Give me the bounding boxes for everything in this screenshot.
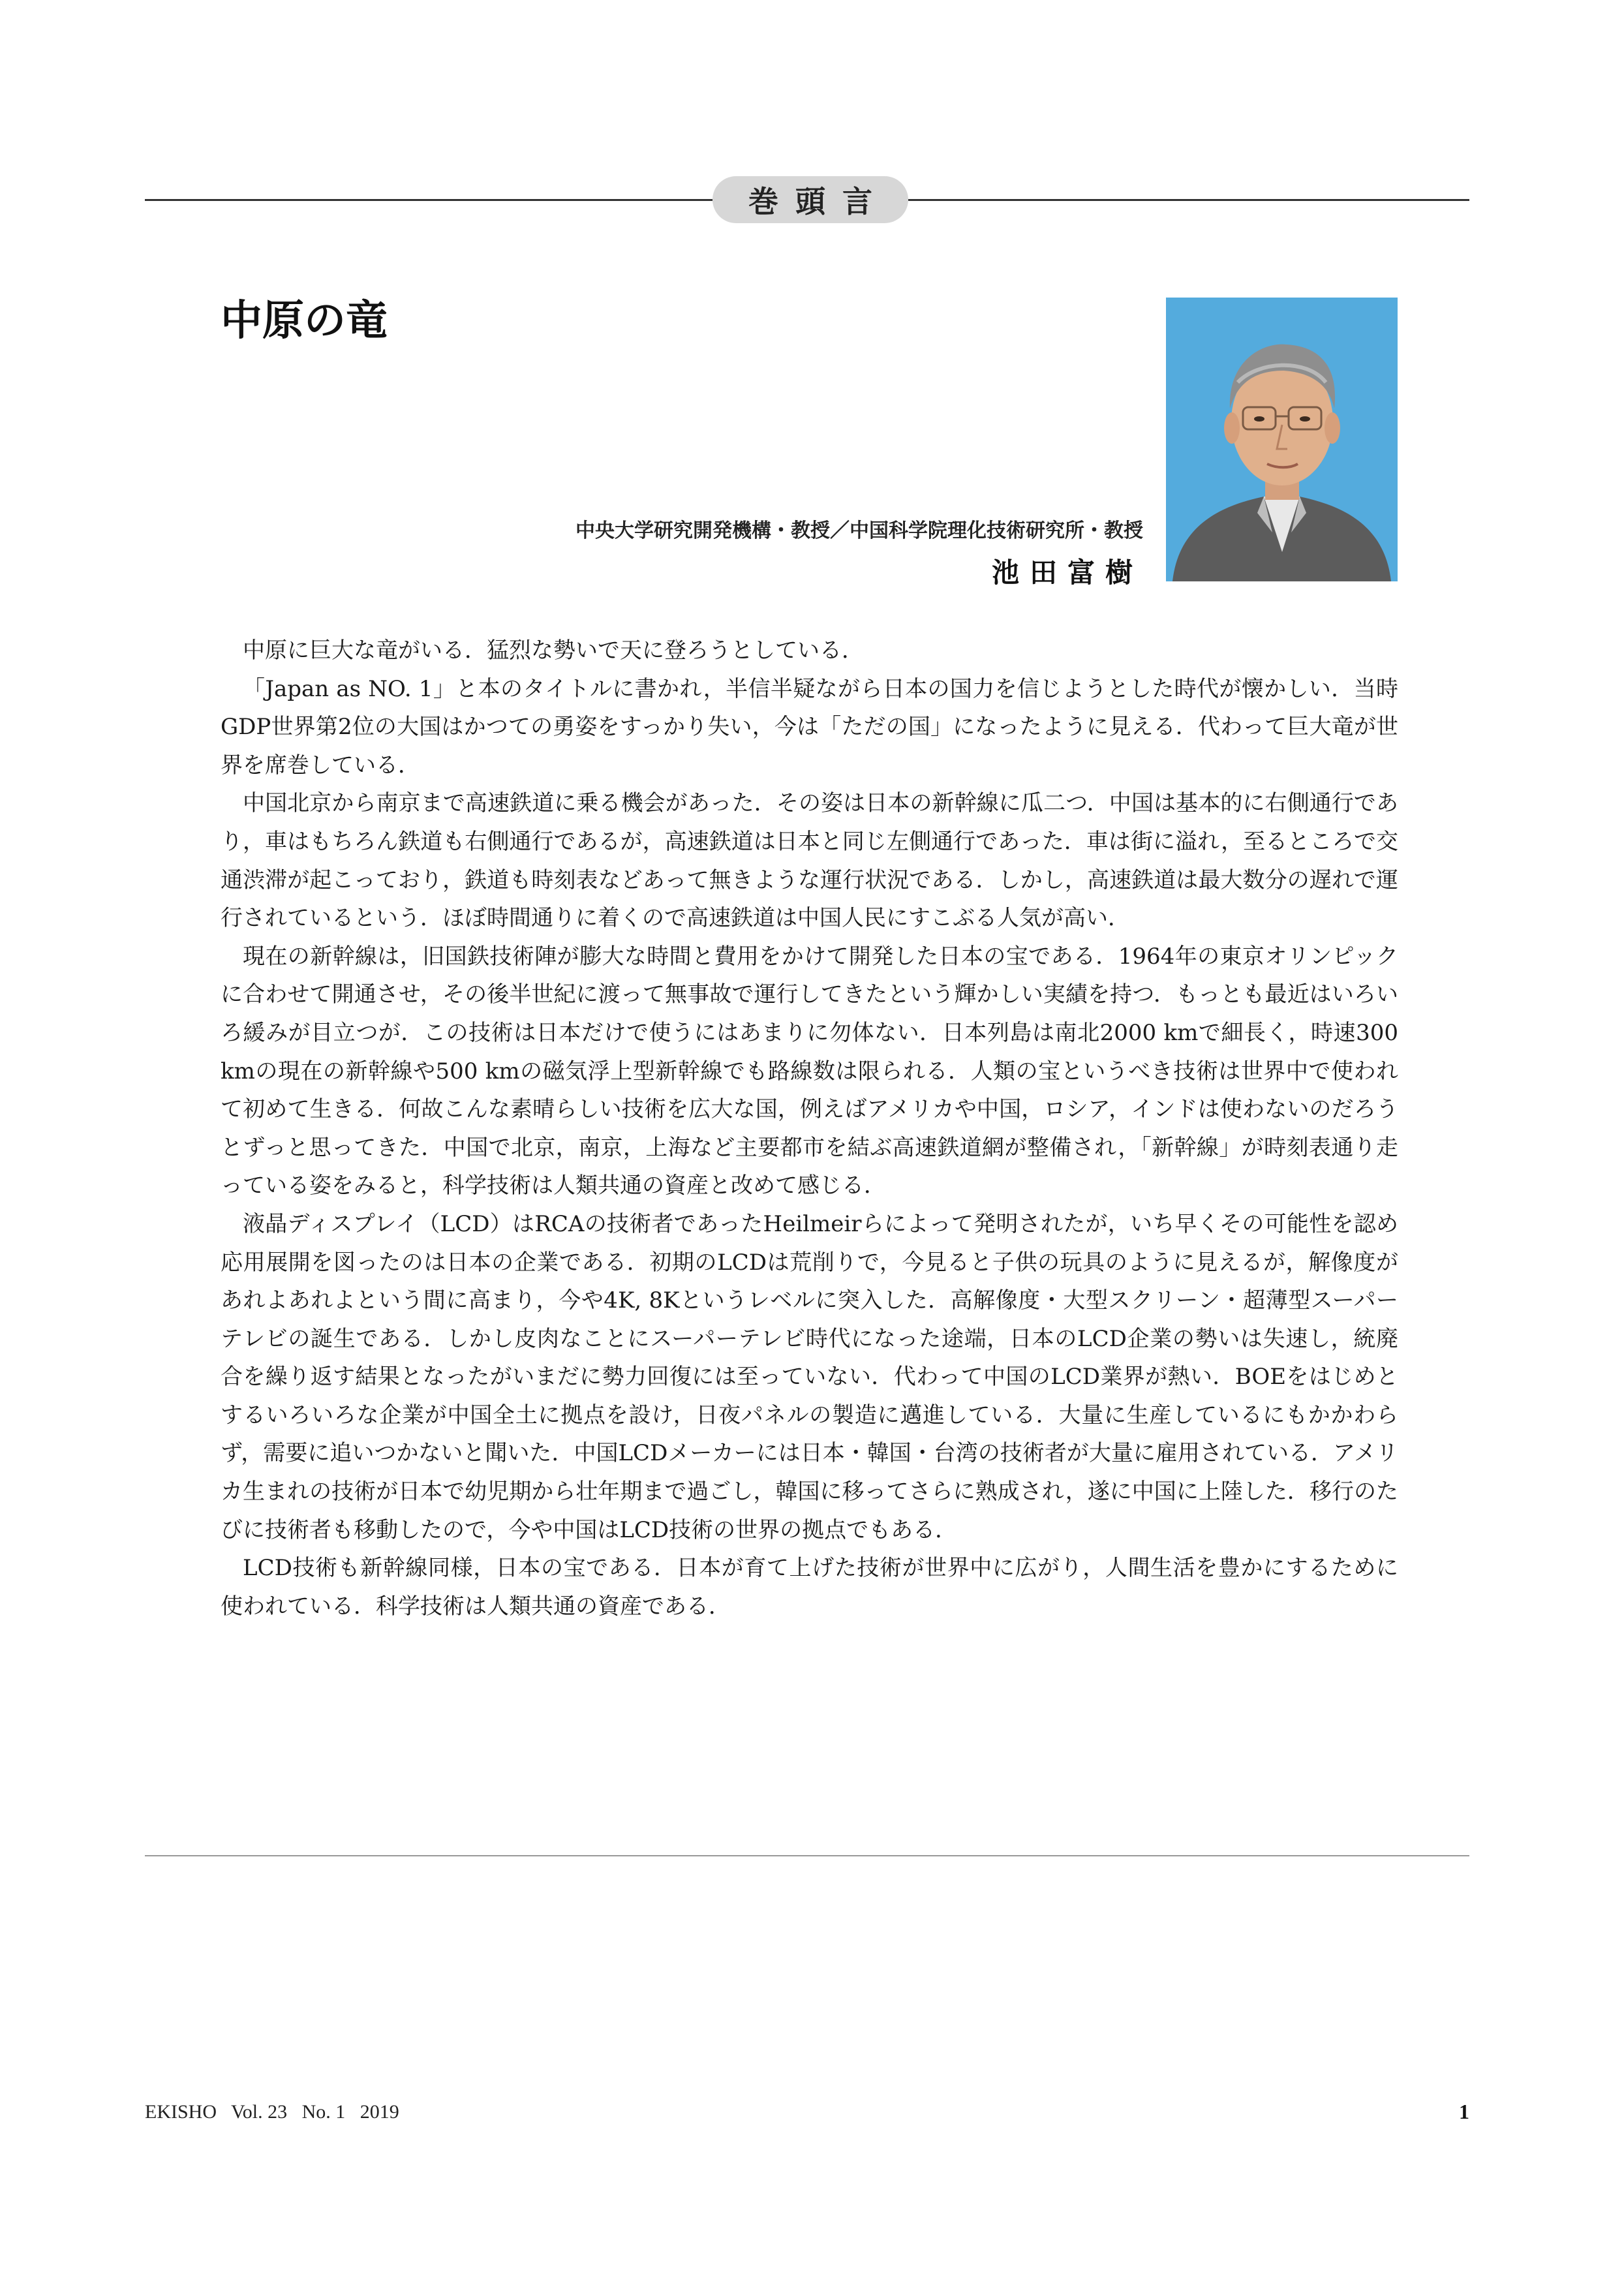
body-paragraph: 中国北京から南京まで高速鉄道に乗る機会があった．その姿は日本の新幹線に瓜二つ．中国は基本的に右側通行であり，車はもちろん鉄道も右側通行であるが，高速鉄道は日本と同じ左側通行であった．車は街に溢れ，至るところで交通渋滞が起こっており，鉄道も時刻表などあって無きような運行状況である．しかし，高速鉄道は最大数分の遅れで運行されているという．ほぼ時間通りに着くので高速鉄道は中国人民にすこぶる人気が高い． — [221, 790, 1398, 932]
footer-rule — [145, 1855, 1469, 1856]
article-body — [221, 632, 1398, 1625]
author-photo — [1166, 298, 1398, 581]
journal-info: EKISHO Vol. 23 No. 1 2019 — [145, 2101, 399, 2123]
page-number: 1 — [1459, 2100, 1469, 2123]
body-paragraph: 現在の新幹線は，旧国鉄技術陣が膨大な時間と費用をかけて開発した日本の宝である．1964年の東京オリンピックに合わせて開通させ，その後半世紀に渡って無事故で運行してきたという輝かしい実績を持つ．もっとも最近はいろいろ緩みが目立つが．この技術は日本だけで使うにはあまりに勿体ない．日本列島は南北2000 kmで細長く，時速300 kmの現在の新幹線や500 kmの磁気浮上型新幹線でも路線数は限られる．人類の宝というべき技術は世界中で使われて初めて生きる．何故こんな素晴らしい技術を広大な国，例えばアメリカや中国，ロシア，インドは使わないのだろうとずっと思ってきた．中国で北京，南京，上海など主要都市を結ぶ高速鉄道網が整備され，「新幹線」が時刻表通り走っている姿をみると，科学技術は人類共通の資産と改めて感じる． — [221, 943, 1398, 1199]
author-name: 池田富樹 — [991, 557, 1143, 589]
author-affiliation: 中央大学研究開発機構・教授／中国科学院理化技術研究所・教授 — [575, 519, 1143, 542]
header-rule-left — [145, 199, 712, 201]
article-title: 中原の竜 — [221, 297, 388, 345]
header-rule-right — [908, 199, 1469, 201]
body-paragraph: 液晶ディスプレイ（LCD）はRCAの技術者であったHeilmeirらによって発明されたが，いち早くその可能性を認め応用展開を図ったのは日本の企業である．初期のLCDは荒削りで，今見ると子供の玩具のように見えるが，解像度があれよあれよという間に高まり，今や4K, 8Kというレベルに突入した．高解像度・大型スクリーン・超薄型スーパーテレビの誕生である．しかし皮肉なことにスーパーテレビ時代になった途端，日本のLCD企業の勢いは失速し，統廃合を繰り返す結果となったがいまだに勢力回復には至っていない．代わって中国のLCD業界が熱い．BOEをはじめとするいろいろな企業が中国全土に拠点を設け，日夜パネルの製造に邁進している．大量に生産しているにもかかわらず，需要に追いつかないと聞いた．中国LCDメーカーには日本・韓国・台湾の技術者が大量に雇用されている．アメリカ生まれの技術が日本で幼児期から壮年期まで過ごし，韓国に移ってさらに熟成され，遂に中国に上陸した．移行のたびに技術者も移動したので，今や中国はLCD技術の世界の拠点でもある． — [221, 1210, 1398, 1543]
body-paragraph: 中原に巨大な竜がいる．猛烈な勢いで天に登ろうとしている． — [243, 638, 864, 664]
body-paragraph: LCD技術も新幹線同様，日本の宝である．日本が育て上げた技術が世界中に広がり，人間生活を豊かにするために使われている．科学技術は人類共通の資産である． — [221, 1555, 1398, 1620]
body-paragraph: 「Japan as NO. 1」と本のタイトルに書かれ，半信半疑ながら日本の国力を信じようとした時代が懐かしい．当時GDP世界第2位の大国はかつての勇姿をすっかり失い，今は「ただの国」になったように見える．代わって巨大竜が世界を席巻している． — [221, 675, 1398, 778]
section-label: 巻頭言 — [712, 176, 908, 223]
